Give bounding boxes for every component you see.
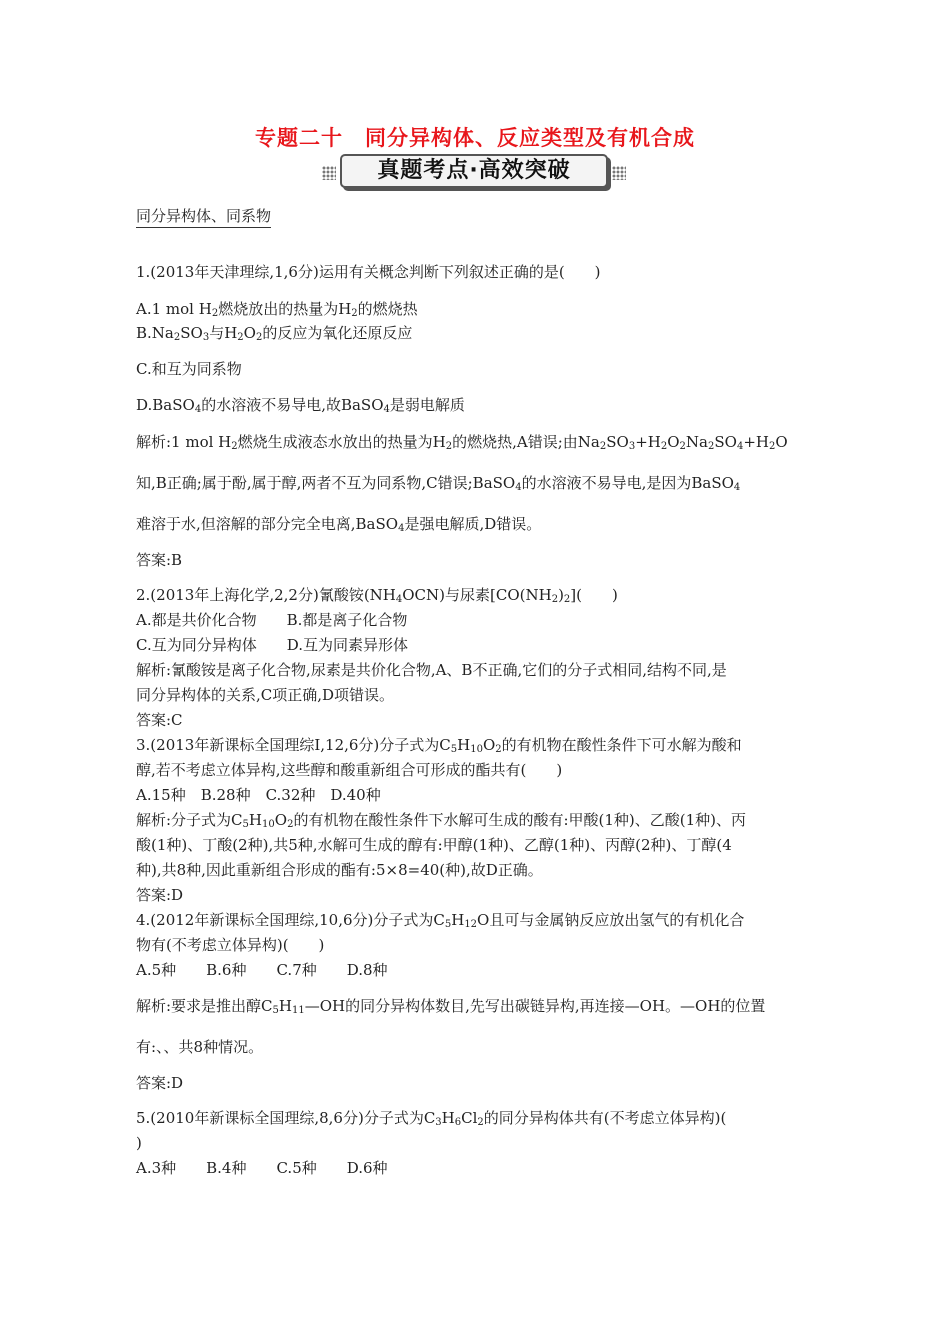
subscript: 2 (599, 441, 607, 452)
subscript: 10 (470, 744, 483, 755)
q5-stem-1: 5.(2010年新课标全国理综,8,6分)分子式为$C_3H_6Cl_2$的同分异构体共有(不考虑立体异构)( (136, 1109, 727, 1128)
subscript: 2 (211, 308, 219, 319)
q1-answer: 答案:B (136, 551, 183, 569)
subscript: 11 (292, 1005, 305, 1016)
banner-dots-left (322, 166, 336, 180)
q3-explanation-2: 酸(1种)、丁酸(2种),共5种,水解可生成的醇有:甲醇(1种)、乙醇(1种)、丙醇(2种)、丁醇(4 (136, 836, 732, 854)
q3-explanation-1: 解析:分子式为$C_5H_{10}O_2$的有机物在酸性条件下水解可生成的酸有:甲酸(1种)、乙酸(1种)、丙 (136, 811, 746, 830)
subscript: 12 (464, 919, 478, 930)
subscript: 5 (444, 919, 452, 930)
subscript: 4 (383, 404, 390, 415)
subscript: 2 (237, 332, 244, 343)
q2-explanation-2: 同分异构体的关系,C项正确,D项错误。 (136, 686, 395, 704)
q5-stem-2: ) (136, 1134, 142, 1152)
subscript: 2 (255, 332, 263, 343)
subscript: 2 (679, 441, 686, 452)
q1-option-c: C.和互为同系物 (136, 360, 242, 378)
banner-box (340, 154, 608, 188)
banner (322, 152, 628, 192)
subscript: 6 (454, 1117, 462, 1128)
subscript: 5 (272, 1005, 279, 1016)
subscript: 4 (395, 594, 403, 605)
subscript: 2 (173, 332, 181, 343)
subscript: 3 (202, 332, 210, 343)
page-title: 专题二十 同分异构体、反应类型及有机合成 (255, 126, 695, 150)
subscript: 4 (194, 404, 202, 415)
q3-stem-2: 醇,若不考虑立体异构,这些醇和酸重新组合可形成的酯共有( ) (136, 761, 563, 779)
q4-stem-2: 物有(不考虑立体异构)( ) (136, 936, 325, 954)
subscript: 5 (242, 819, 249, 830)
q2-explanation-1: 解析:氰酸铵是离子化合物,尿素是共价化合物,A、B不正确,它们的分子式相同,结构不同,是 (136, 661, 727, 679)
banner-dots-right (612, 166, 626, 180)
subscript: 4 (733, 482, 741, 493)
q4-explanation-1: 解析:要求是推出醇$C_5H_{11}—OH$的同分异构体数目,先写出碳链异构,再连接—OH。—OH的位置 (136, 997, 766, 1016)
q1-explanation-2: 知,B正确;属于酚,属于醇,两者不互为同系物,C错误;BaSO$_4$的水溶液不易导电,是因为BaSO$_4$ (136, 474, 741, 493)
q1-explanation-3: 难溶于水,但溶解的部分完全电离,BaSO$_4$是强电解质,D错误。 (136, 515, 542, 534)
subscript: 2 (445, 441, 453, 452)
q4-explanation-2: 有:、、共8种情况。 (136, 1038, 264, 1056)
subscript: 10 (262, 819, 275, 830)
subscript: 4 (515, 482, 522, 493)
section-heading: 同分异构体、同系物 (136, 205, 271, 228)
q4-answer: 答案:D (136, 1074, 184, 1092)
subscript: 2 (660, 441, 668, 452)
q2-stem: 2.(2013年上海化学,2,2分)氰酸铵$(NH_4OCN)$与尿素$[CO(NH_2)_2]$( ) (136, 586, 618, 605)
q4-stem-1: 4.(2012年新课标全国理综,10,6分)分子式为$C_5H_{12}O$且可与金属钠反应放出氢气的有机化合 (136, 911, 745, 930)
q3-answer: 答案:D (136, 886, 184, 904)
subscript: 2 (563, 594, 571, 605)
subscript: 2 (551, 594, 559, 605)
subscript: 3 (628, 441, 636, 452)
q3-stem-1: 3.(2013年新课标全国理综Ⅰ,12,6分)分子式为$C_5H_{10}O_2$的有机物在酸性条件下可水解为酸和 (136, 736, 742, 755)
subscript: 5 (450, 744, 458, 755)
subscript: 4 (736, 441, 744, 452)
subscript: 2 (231, 441, 238, 452)
q5-options: A.3种 B.4种 C.5种 D.6种 (136, 1159, 388, 1177)
subscript: 4 (398, 523, 405, 534)
subscript: 3 (435, 1117, 442, 1128)
q1-explanation-1: 解析:1 mol $H_2$燃烧生成液态水放出的热量为$H_2$的燃烧热,A错误;由$Na_2SO_3+H_2O_2Na_2SO_4+H_2O$ (136, 433, 788, 452)
q1-option-b: $B.Na_2SO_3$与$H_2O_2$的反应为氧化还原反应 (136, 324, 413, 343)
q3-explanation-3: 种),共8种,因此重新组合形成的酯有:5×8=40(种),故D正确。 (136, 861, 543, 879)
subscript: 2 (477, 1117, 484, 1128)
q3-options: A.15种 B.28种 C.32种 D.40种 (136, 786, 381, 804)
q1-stem: 1.(2013年天津理综,1,6分)运用有关概念判断下列叙述正确的是( ) (136, 263, 601, 281)
q1-option-a: A.1 mol $H_2$燃烧放出的热量为$H_2$的燃烧热 (136, 300, 418, 319)
subscript: 2 (707, 441, 715, 452)
subscript: 2 (495, 744, 502, 755)
subscript: 2 (351, 308, 358, 319)
q2-options-cd: C.互为同分异构体 D.互为同素异形体 (136, 636, 408, 654)
banner-text: 真题考点·高效突破 (377, 158, 571, 183)
q2-options-ab: A.都是共价化合物 B.都是离子化合物 (136, 611, 408, 629)
subscript: 2 (768, 441, 776, 452)
q1-option-d: D.BaSO$_4$的水溶液不易导电,故BaSO$_4$是弱电解质 (136, 396, 465, 415)
subscript: 2 (287, 819, 294, 830)
q2-answer: 答案:C (136, 711, 183, 729)
q4-options: A.5种 B.6种 C.7种 D.8种 (136, 961, 388, 979)
